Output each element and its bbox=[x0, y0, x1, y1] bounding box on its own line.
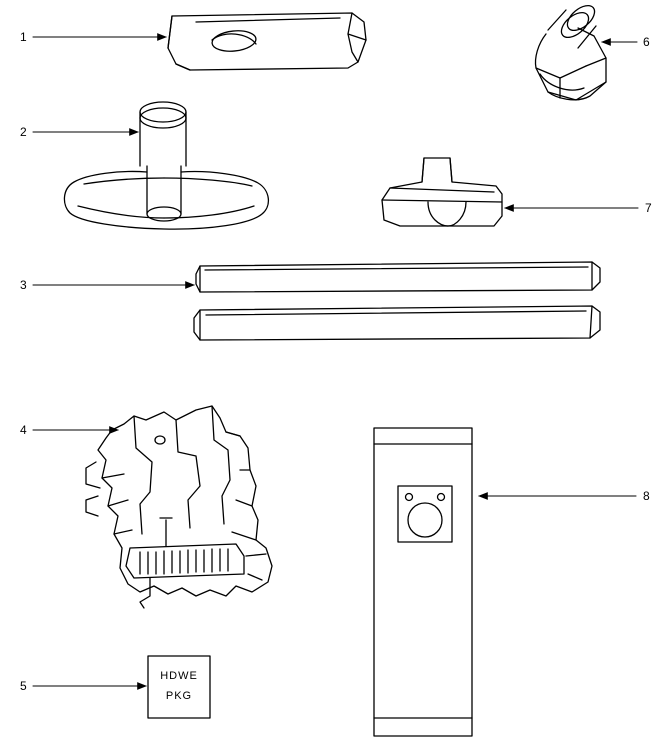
hardware-package-line2: PKG bbox=[165, 690, 193, 702]
callout-number-7: 7 bbox=[645, 201, 652, 215]
callout-number-8: 8 bbox=[643, 489, 650, 503]
hardware-package-line1: HDWE bbox=[160, 670, 198, 682]
part-4-caddy-bracket bbox=[86, 406, 272, 608]
callout-number-1: 1 bbox=[20, 30, 27, 44]
part-8-carton bbox=[374, 428, 472, 736]
part-6-angled-nozzle bbox=[535, 1, 606, 100]
callout-number-6: 6 bbox=[643, 35, 650, 49]
callout-number-2: 2 bbox=[20, 125, 27, 139]
part-3-extension-wands bbox=[194, 262, 600, 340]
part-7-dusting-brush bbox=[382, 158, 502, 226]
callout-leaders bbox=[33, 37, 638, 686]
callout-number-4: 4 bbox=[20, 423, 27, 437]
callout-number-3: 3 bbox=[20, 278, 27, 292]
part-1-crevice-tool bbox=[168, 13, 366, 70]
callout-number-5: 5 bbox=[20, 679, 27, 693]
part-2-floor-brush bbox=[64, 102, 268, 229]
part-5-hardware-package-box bbox=[148, 656, 210, 718]
